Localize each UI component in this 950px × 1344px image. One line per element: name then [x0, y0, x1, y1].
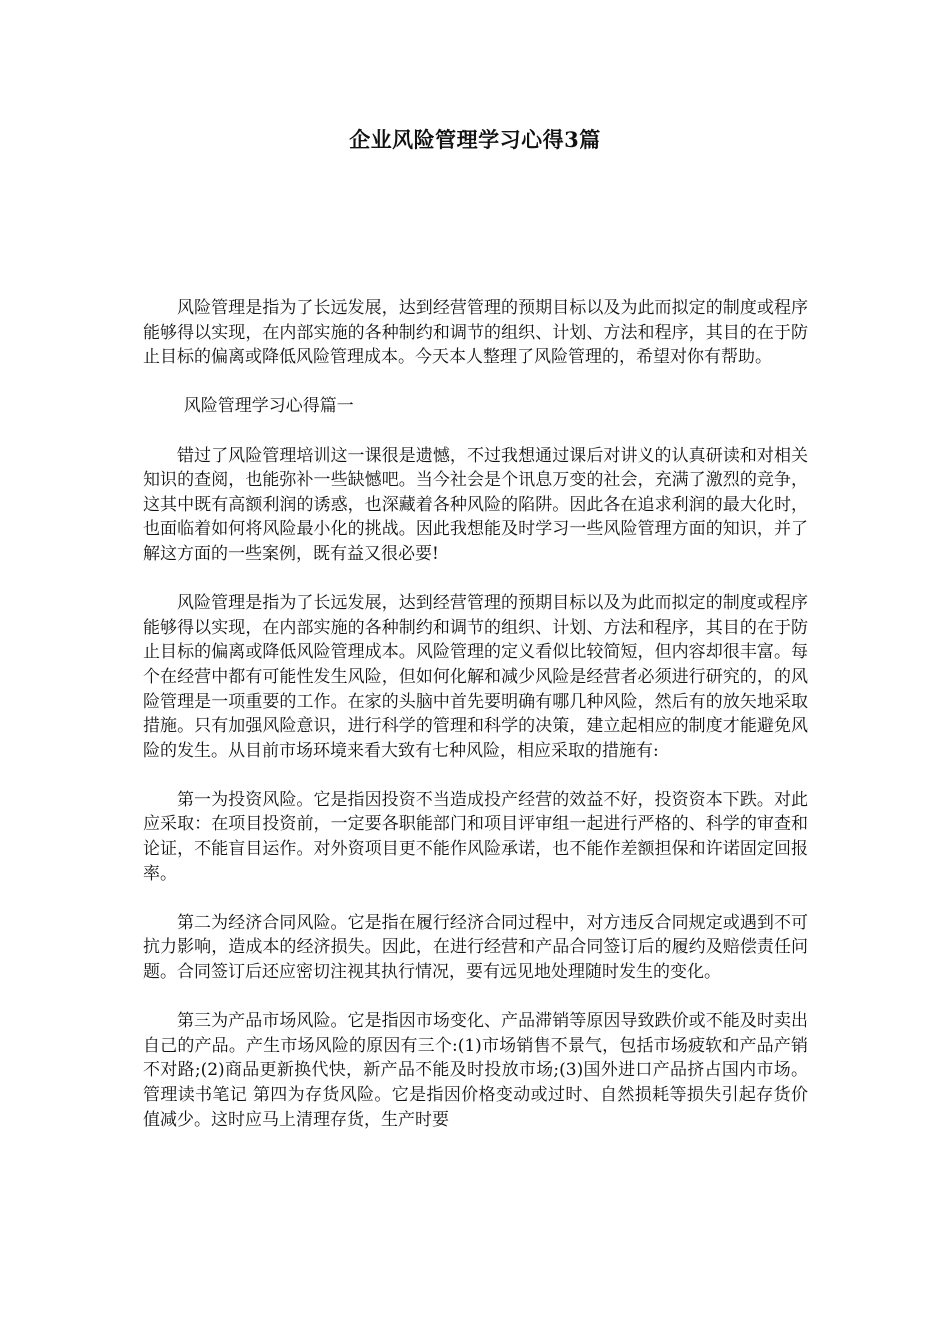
document-body: [143, 296, 808, 1132]
paragraph-spacer: [143, 419, 808, 444]
paragraph-spacer: [143, 886, 808, 911]
paragraph-spacer: [143, 763, 808, 788]
body-paragraph: 风险管理是指为了长远发展，达到经营管理的预期目标以及为此而拟定的制度或程序能够得以实现，在内部实施的各种制约和调节的组织、计划、方法和程序，其目的在于防止目标的偏离或降低风险管理成本。风险管理的定义看似比较简短，但内容却很丰富。每个在经营中都有可能性发生风险，但如何化解和减少风险是经营者必须进行研究的，的风险管理是一项重要的工作。在家的头脑中首先要明确有哪几种风险，然后有的放矢地采取措施。只有加强风险意识，进行科学的管理和科学的决策，建立起相应的制度才能避免风险的发生。从目前市场环境来看大致有七种风险，相应采取的措施有:: [143, 593, 808, 761]
body-paragraph: 错过了风险管理培训这一课很是遗憾，不过我想通过课后对讲义的认真研读和对相关知识的查阅，也能弥补一些缺憾吧。当今社会是个讯息万变的社会，充满了激烈的竞争，这其中既有高额利润的诱惑，也深藏着各种风险的陷阱。因此各在追求利润的最大化时，也面临着如何将风险最小化的挑战。因此我想能及时学习一些风险管理方面的知识，并了解这方面的一些案例，既有益又很必要!: [143, 445, 808, 564]
body-paragraph: 第三为产品市场风险。它是指因市场变化、产品滞销等原因导致跌价或不能及时卖出自己的产品。产生市场风险的原因有三个:(1)市场销售不景气，包括市场疲软和产品产销不对路;(2)商品更新换代快，新产品不能及时投放市场;(3)国外进口产品挤占国内市场。管理读书笔记 第四为存货风险。它是指因价格变动或过时、自然损耗等损失引起存货价值减少。这时应马上清理存货，生产时要: [143, 1011, 808, 1130]
intro-paragraph: 风险管理是指为了长远发展，达到经营管理的预期目标以及为此而拟定的制度或程序能够得以实现，在内部实施的各种制约和调节的组织、计划、方法和程序，其目的在于防止目标的偏离或降低风险管理成本。今天本人整理了风险管理的，希望对你有帮助。: [143, 298, 808, 368]
body-paragraph: 第一为投资风险。它是指因投资不当造成投产经营的效益不好，投资资本下跌。对此应采取：在项目投资前，一定要各职能部门和项目评审组一起进行严格的、科学的审查和论证，不能盲目运作。对外资项目更不能作风险承诺，也不能作差额担保和许诺固定回报率。: [143, 789, 808, 884]
paragraph-spacer: [143, 985, 808, 1010]
paragraph-spacer: [143, 370, 808, 395]
document-title: 企业风险管理学习心得3篇: [349, 127, 601, 152]
body-paragraph: 第二为经济合同风险。它是指在履行经济合同过程中，对方违反合同规定或遇到不可抗力影响，造成本的经济损失。因此，在进行经营和产品合同签订后的履约及赔偿责任问题。合同签订后还应密切注视其执行情况，要有远见地处理随时发生的变化。: [143, 912, 808, 983]
paragraph-spacer: [143, 567, 808, 592]
section-heading: 风险管理学习心得篇一: [183, 396, 354, 417]
